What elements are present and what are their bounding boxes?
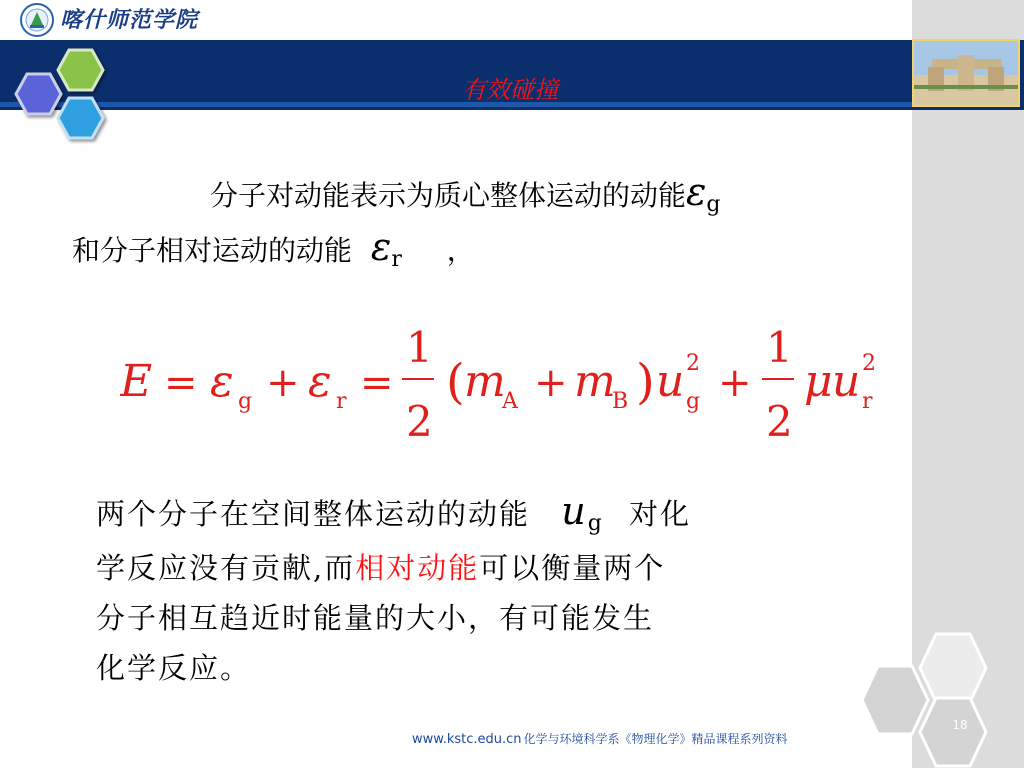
formula-mu: μ: [804, 356, 833, 407]
formula-u-r: u: [832, 356, 861, 407]
formula-sub-B: B: [612, 389, 629, 414]
formula-m-A: m: [464, 356, 506, 407]
header-bar: [0, 0, 912, 40]
formula-plus-2: +: [534, 360, 568, 406]
formula-frac1-bar: [402, 378, 434, 380]
formula-frac1-den: 2: [406, 397, 433, 446]
formula-rparen: ): [636, 354, 655, 410]
para2-line1-end: 对化: [629, 497, 692, 531]
formula-sub-g: g: [238, 389, 253, 414]
footer-hexagon-decoration-icon: [858, 628, 998, 768]
formula-plus-3: +: [718, 360, 752, 406]
footer: [412, 728, 788, 750]
formula-E: E: [120, 356, 153, 407]
relative-kinetic-energy-highlight: 相对动能: [355, 551, 480, 585]
formula-plus-1: +: [266, 360, 300, 406]
para1-line1: 分子对动能表示为质心整体运动的动能: [210, 179, 687, 212]
para1-comma: ，: [446, 234, 475, 267]
formula-sub-g-2: g: [686, 389, 701, 414]
para2-line2-start: 学反应没有贡献,: [96, 551, 325, 585]
school-name-logo: 喀什师范学院: [60, 7, 199, 33]
para2-line2-end: 可以衡量两个: [479, 551, 666, 585]
formula-sub-r-2: r: [862, 389, 873, 414]
school-emblem-icon: [20, 3, 54, 37]
formula-eq-2: =: [360, 360, 394, 406]
slide-title: 有效碰撞: [462, 76, 558, 104]
formula-frac2-den: 2: [766, 397, 793, 446]
formula-eps-1: ε: [210, 356, 234, 407]
formula-sq-2: 2: [862, 351, 876, 376]
formula-sub-A: A: [502, 389, 518, 414]
paragraph-relative-energy: [96, 486, 916, 693]
paragraph-kinetic-energy-split: [72, 168, 912, 278]
formula-frac2-num: 1: [766, 323, 793, 372]
para2-line1-text: 两个分子在空间整体运动的动能: [96, 497, 531, 531]
campus-gate-photo: [912, 39, 1020, 107]
epsilon-g-symbol: εg: [686, 170, 721, 217]
footer-description: 化学与环境科学系《物理化学》精品课程系列资料: [523, 732, 788, 746]
formula-u-g: u: [656, 356, 685, 407]
epsilon-r-symbol: εr: [370, 225, 402, 272]
formula-sq-1: 2: [686, 351, 700, 376]
formula-frac2-bar: [762, 378, 794, 380]
para2-line4: 化学反应。: [96, 651, 252, 685]
u-g-symbol: ug: [561, 489, 604, 536]
formula-frac1-num: 1: [406, 323, 433, 372]
para2-er: 而: [324, 551, 356, 585]
formula-lparen: (: [446, 354, 465, 410]
para2-line3: 分子相互趋近时能量的大小，有可能发生: [96, 601, 655, 635]
formula-sub-r: r: [336, 389, 347, 414]
page-number: 18: [952, 718, 968, 732]
footer-url-link[interactable]: www.kstc.edu.cn: [412, 732, 522, 747]
energy-equation: [120, 318, 900, 448]
hexagon-decoration-icon: [0, 40, 130, 150]
formula-eps-2: ε: [308, 356, 332, 407]
formula-eq-1: =: [164, 360, 198, 406]
para1-line2: 和分子相对运动的动能: [72, 234, 353, 267]
formula-m-B: m: [574, 356, 616, 407]
